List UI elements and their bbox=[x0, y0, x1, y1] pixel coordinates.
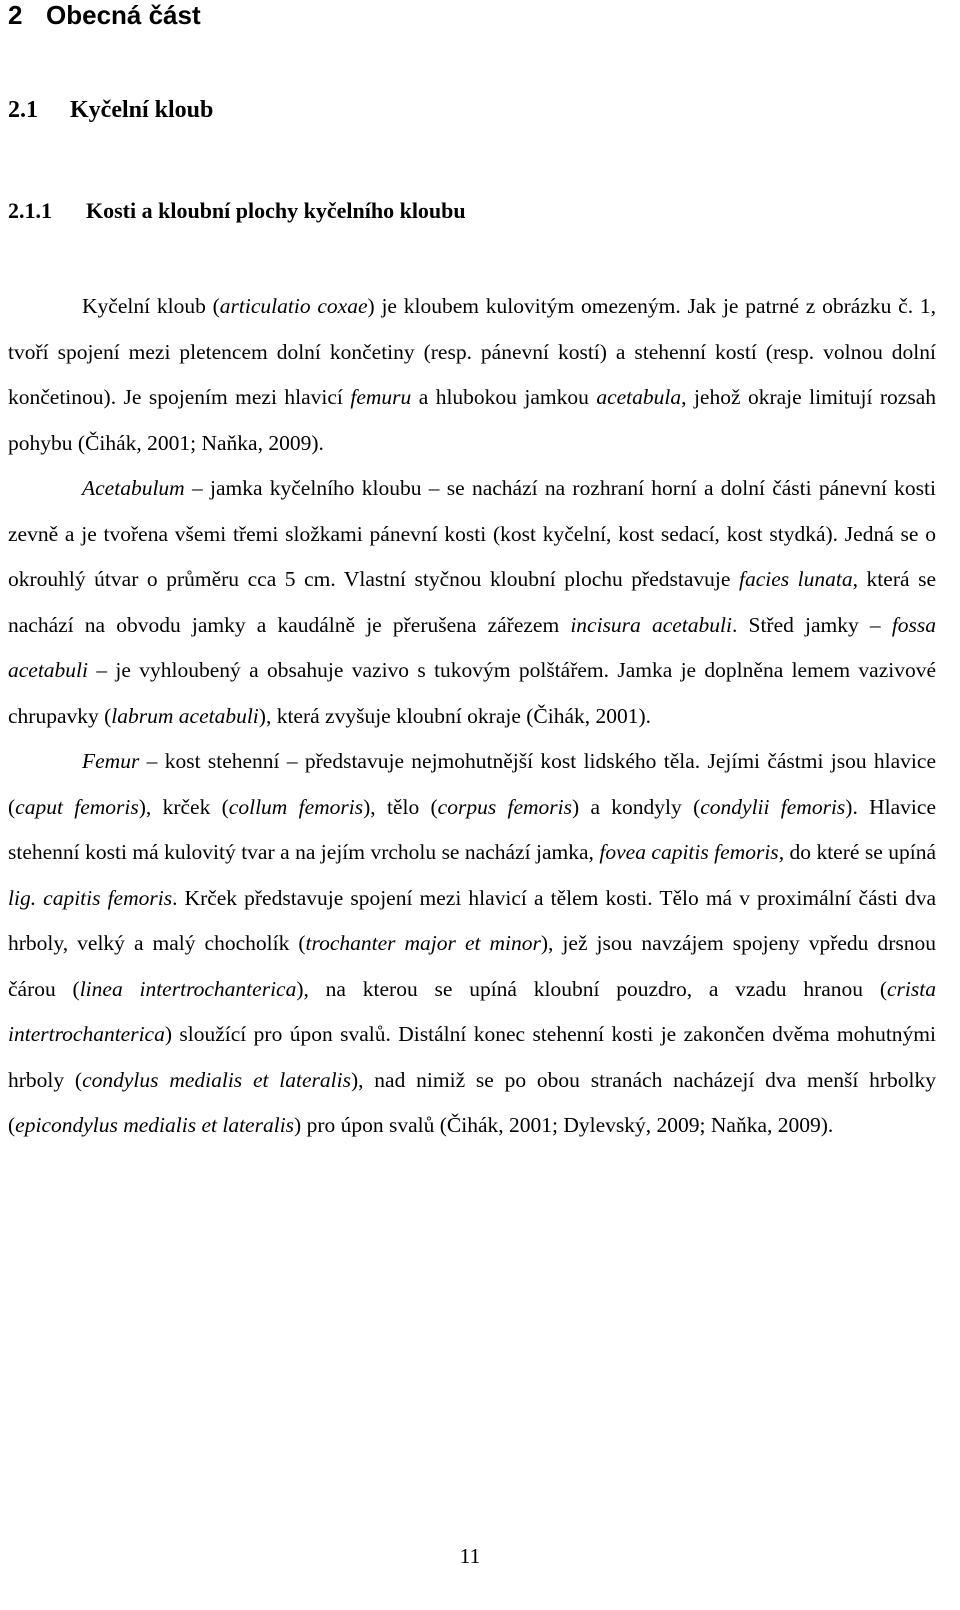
chapter-number: 2 bbox=[8, 0, 23, 30]
latin-term: femuru bbox=[350, 385, 412, 409]
subsection-number: 2.1.1 bbox=[8, 198, 52, 223]
latin-term: acetabula bbox=[596, 385, 682, 409]
text-run: – je vyhloubený a obsahuje vazivo s tukovým polštářem. Jamka je doplněna lemem vazivové chrupavky ( bbox=[8, 658, 936, 728]
text-run: , jehož okraje limitují rozsah pohybu (Čihák, 2001; Naňka, 2009). bbox=[8, 385, 936, 455]
section-number: 2.1 bbox=[8, 97, 38, 123]
paragraph bbox=[8, 739, 936, 1149]
latin-term: corpus femoris bbox=[437, 794, 572, 819]
text-run: ), která zvyšuje kloubní okraje (Čihák, 2001). bbox=[258, 703, 652, 728]
latin-term: trochanter major et minor bbox=[305, 931, 541, 955]
latin-term: Acetabulum bbox=[82, 476, 185, 500]
latin-term: Femur bbox=[82, 749, 140, 773]
latin-term: caput femoris bbox=[15, 794, 139, 819]
text-run: ), tělo ( bbox=[363, 794, 438, 819]
section-heading bbox=[8, 94, 213, 126]
text-run: ), nad nimiž se po obou stranách nacházejí dva menší hrbolky ( bbox=[8, 1067, 936, 1137]
latin-term: epicondylus medialis et lateralis bbox=[15, 1113, 295, 1137]
latin-term: incisura acetabuli bbox=[570, 612, 732, 637]
text-run: a hlubokou jamkou bbox=[411, 385, 597, 409]
text-run: ), na kterou se upíná kloubní pouzdro, a vzadu hranou ( bbox=[296, 976, 888, 1001]
latin-term: condylus medialis et lateralis bbox=[82, 1067, 351, 1092]
chapter-heading bbox=[8, 0, 201, 32]
text-run: – kost stehenní – představuje nejmohutnější kost lidského těla. Jejími částmi jsou hlavice ( bbox=[8, 749, 936, 819]
chapter-title: Obecná část bbox=[46, 0, 201, 30]
latin-term: condylii femoris bbox=[700, 794, 846, 819]
latin-term: linea intertrochanterica bbox=[79, 976, 297, 1001]
page-number: 11 bbox=[459, 1544, 481, 1568]
latin-term: crista intertrochanterica bbox=[8, 976, 936, 1046]
text-run: – jamka kyčelního kloubu – se nachází na rozhraní horní a dolní části pánevní kosti zevně a je tvořena všemi třemi složkami pánevní kosti (kost kyčelní, kost sedací, kost stydká). Jedná se o okrouhlý útvar o průměru cca 5 cm. Vlastní styčnou kloubní plochu představuje bbox=[8, 476, 936, 591]
latin-term: articulatio coxae bbox=[219, 294, 368, 318]
subsection-heading bbox=[8, 196, 466, 226]
text-run: , do které se upíná bbox=[778, 840, 937, 864]
latin-term: lig. capitis femoris bbox=[8, 885, 173, 910]
latin-term: facies lunata bbox=[738, 567, 853, 591]
latin-term: fovea capitis femoris bbox=[599, 840, 779, 864]
text-run: ). Hlavice stehenní kosti má kulovitý tvar a na jejím vrcholu se nachází jamka, bbox=[8, 794, 936, 864]
paragraph bbox=[8, 284, 936, 466]
latin-term: fossa acetabuli bbox=[8, 612, 937, 682]
section-title: Kyčelní kloub bbox=[70, 97, 214, 123]
text-run: ), jež jsou navzájem spojeny vpředu drsnou čárou ( bbox=[8, 931, 936, 1001]
text-run: ) je kloubem kulovitým omezeným. Jak je patrné z obrázku č. 1, tvoří spojení mezi pletencem dolní končetiny (resp. pánevní kostí) a stehenní kostí (resp. volnou dolní končetinou). Je spojením mezi hlavicí bbox=[8, 294, 936, 409]
latin-term: collum femoris bbox=[228, 794, 364, 819]
text-run: , která se nachází na obvodu jamky a kaudálně je přerušena zářezem bbox=[8, 567, 936, 637]
text-run: ) pro úpon svalů (Čihák, 2001; Dylevský, 2009; Naňka, 2009). bbox=[294, 1113, 834, 1137]
text-run: ) a kondyly ( bbox=[572, 794, 701, 819]
paragraph bbox=[8, 466, 936, 739]
text-run: . Krček představuje spojení mezi hlavicí a tělem kosti. Tělo má v proximální části dva hrboly, velký a malý chocholík ( bbox=[8, 885, 936, 955]
latin-term: labrum acetabuli bbox=[111, 703, 259, 728]
text-run: ) sloužící pro úpon svalů. Distální konec stehenní kosti je zakončen dvěma mohutnými hrboly ( bbox=[8, 1022, 936, 1092]
text-run: Kyčelní kloub ( bbox=[82, 294, 220, 318]
text-run: ), krček ( bbox=[138, 794, 229, 819]
body-text bbox=[8, 284, 936, 1149]
subsection-title: Kosti a kloubní plochy kyčelního kloubu bbox=[86, 198, 466, 223]
text-run: . Střed jamky – bbox=[731, 612, 892, 637]
